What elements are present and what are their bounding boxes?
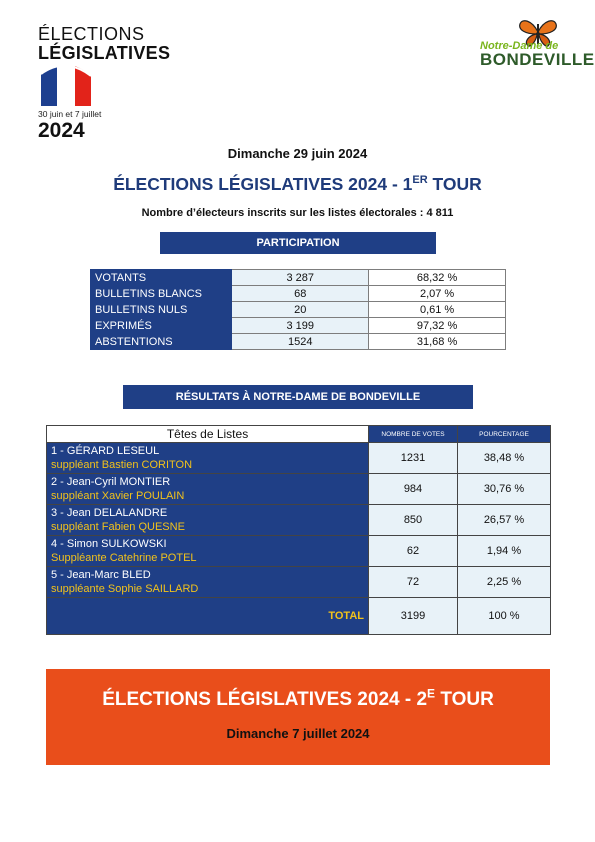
candidate-row [47,567,551,598]
title-suffix: TOUR [427,174,482,194]
total-row [47,598,551,635]
second-title-main: ÉLECTIONS LÉGISLATIVES 2024 - 2 [102,689,428,710]
candidate-votes: 1231 [369,443,458,474]
participation-percentage: 0,61 % [369,302,506,318]
second-title-suffix: TOUR [435,689,494,710]
candidate-percentage: 30,76 % [458,474,551,505]
candidate-name: 2 - Jean-Cyril MONTIER [51,476,171,488]
participation-row [91,318,506,334]
candidate-name: 5 - Jean-Marc BLED [51,569,151,581]
candidate-percentage: 38,48 % [458,443,551,474]
participation-label: ABSTENTIONS [91,334,232,350]
results-heading: RÉSULTATS À NOTRE-DAME DE BONDEVILLE [123,385,473,409]
participation-label: EXPRIMÉS [91,318,232,334]
candidate-name: 3 - Jean DELALANDRE [51,507,168,519]
candidate-cell [47,536,369,567]
candidate-substitute: suppléante Sophie SAILLARD [51,583,199,595]
candidate-votes: 984 [369,474,458,505]
candidate-percentage: 2,25 % [458,567,551,598]
results-table [46,425,551,635]
candidate-row [47,536,551,567]
participation-row [91,286,506,302]
elections-logo [35,24,205,142]
col-header-lists: Têtes de Listes [47,426,369,443]
participation-percentage: 68,32 % [369,270,506,286]
title-superscript: ER [412,174,428,187]
candidate-cell [47,474,369,505]
candidate-row [47,474,551,505]
logo-line-elections: ÉLECTIONS [38,24,145,44]
candidate-cell [47,505,369,536]
candidate-row [47,443,551,474]
candidate-votes: 72 [369,567,458,598]
participation-row [91,334,506,350]
town-logo [478,14,595,74]
participation-label: VOTANTS [91,270,232,286]
candidate-percentage: 26,57 % [458,505,551,536]
col-header-votes: NOMBRE DE VOTES [369,426,458,443]
first-round-date: Dimanche 29 juin 2024 [227,146,368,161]
registered-voters: Nombre d’électeurs inscrits sur les listes électorales : 4 811 [141,207,454,219]
candidate-votes: 62 [369,536,458,567]
title-main: ÉLECTIONS LÉGISLATIVES 2024 - 1 [113,174,413,194]
candidate-cell [47,567,369,598]
participation-label: BULLETINS BLANCS [91,286,232,302]
total-votes: 3199 [369,598,458,635]
second-round-date: Dimanche 7 juillet 2024 [226,726,370,741]
candidate-name: 1 - GÉRARD LESEUL [51,445,160,457]
candidate-percentage: 1,94 % [458,536,551,567]
candidate-substitute: suppléant Fabien QUESNE [51,521,185,533]
participation-count: 20 [232,302,369,318]
logo-dates: 30 juin et 7 juillet [38,109,102,119]
second-round-title [46,686,550,711]
candidate-cell [47,443,369,474]
candidate-substitute: suppléant Bastien CORITON [51,459,193,471]
participation-heading: PARTICIPATION [160,232,436,254]
participation-count: 68 [232,286,369,302]
candidate-name: 4 - Simon SULKOWSKI [51,538,167,550]
participation-percentage: 31,68 % [369,334,506,350]
total-label: TOTAL [47,598,369,635]
candidate-substitute: suppléant Xavier POULAIN [51,490,185,502]
participation-label: BULLETINS NULS [91,302,232,318]
participation-count: 1524 [232,334,369,350]
participation-percentage: 2,07 % [369,286,506,302]
candidate-votes: 850 [369,505,458,536]
logo-line-legislatives: LÉGISLATIVES [38,43,171,63]
candidate-substitute: Suppléante Catehrine POTEL [51,552,197,564]
town-name-line1: Notre-Dame de [480,40,559,52]
total-percentage: 100 % [458,598,551,635]
town-name-line2: BONDEVILLE [480,50,595,69]
participation-row [91,302,506,318]
participation-percentage: 97,32 % [369,318,506,334]
participation-count: 3 287 [232,270,369,286]
page-title [0,174,595,195]
participation-row [91,270,506,286]
col-header-percentage: POURCENTAGE [458,426,551,443]
participation-count: 3 199 [232,318,369,334]
logo-year: 2024 [38,119,85,142]
second-round-banner [46,669,550,765]
second-title-superscript: E [427,686,436,701]
participation-table [90,269,506,350]
candidate-row [47,505,551,536]
french-flag-icon [39,64,93,108]
